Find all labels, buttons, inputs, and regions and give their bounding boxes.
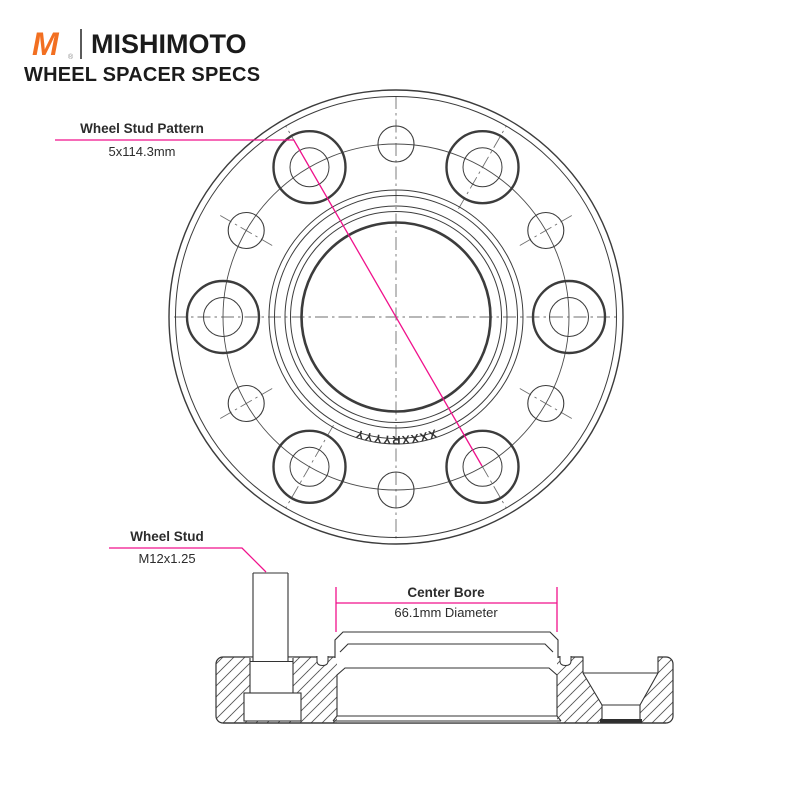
brand-name: MISHIMOTO bbox=[91, 28, 247, 59]
part-number-stamp: XXXXRYYYY bbox=[353, 426, 438, 445]
stud-pattern-leader-line bbox=[55, 140, 482, 466]
center-bore-label: Center Bore bbox=[407, 585, 485, 600]
wheel-stud-section bbox=[244, 573, 301, 721]
wheel-stud-pattern-value: 5x114.3mm bbox=[108, 144, 176, 159]
mishimoto-logo-icon bbox=[24, 26, 78, 62]
wheel-stud-label: Wheel Stud bbox=[130, 529, 204, 544]
registered-mark: ® bbox=[68, 54, 74, 61]
brand-header bbox=[24, 26, 247, 62]
wheel-stud-value: M12x1.25 bbox=[138, 551, 196, 566]
page-title: WHEEL SPACER SPECS bbox=[24, 64, 261, 86]
logo-divider bbox=[80, 29, 82, 59]
logo-letter: M bbox=[32, 26, 59, 62]
hub-boss-and-bore bbox=[333, 632, 561, 723]
wheel-stud-pattern-label: Wheel Stud Pattern bbox=[80, 121, 204, 136]
center-bore-value: 66.1mm Diameter bbox=[394, 605, 498, 620]
